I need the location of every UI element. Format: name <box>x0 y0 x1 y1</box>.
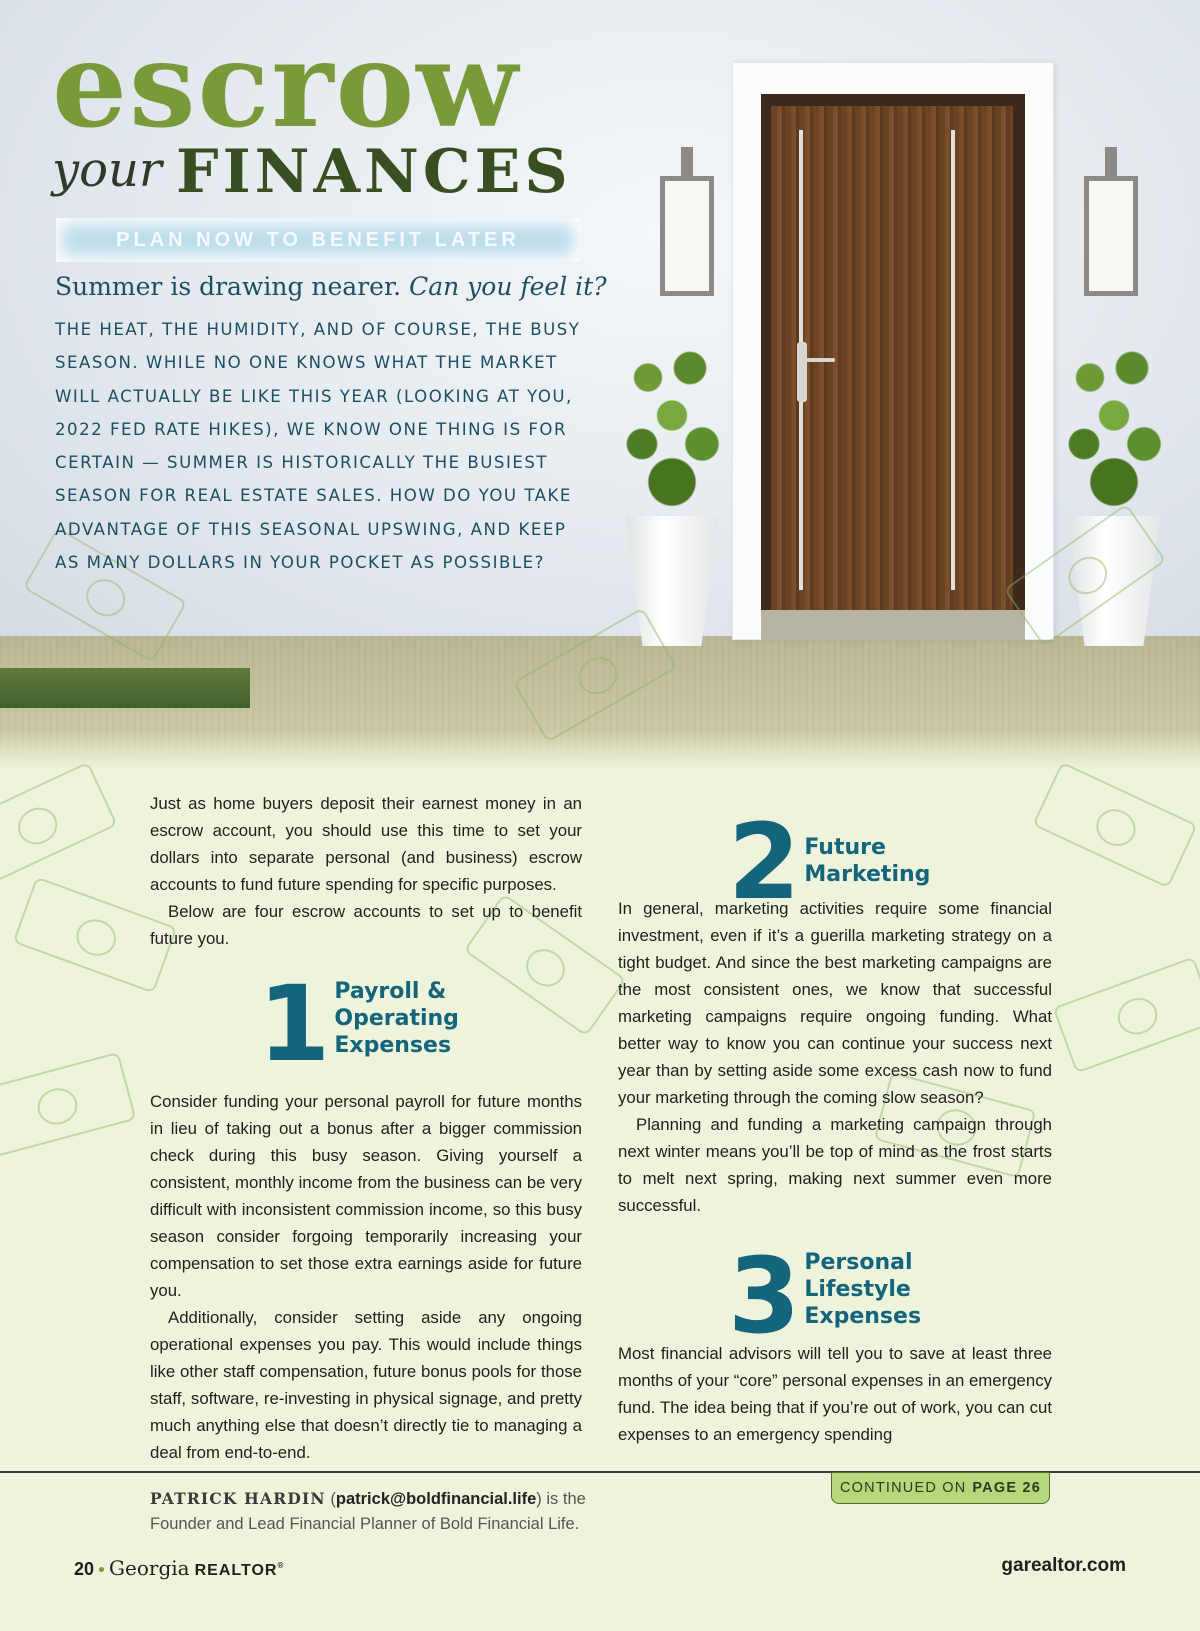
section-title-line: Future <box>804 835 886 860</box>
hero-fade <box>0 730 1200 770</box>
registered-mark: ® <box>277 1561 284 1570</box>
folio-dot <box>99 1567 104 1572</box>
intro-line: AS MANY DOLLARS IN YOUR POCKET AS POSSIBLE? <box>55 553 545 573</box>
continued-tab <box>831 1472 1050 1504</box>
intro-deck <box>55 313 595 579</box>
bio-line <box>150 1486 586 1512</box>
website-link[interactable]: garealtor.com <box>1001 1555 1126 1576</box>
intro-line: 2022 FED RATE HIKES), WE KNOW ONE THING IS FOR <box>55 419 568 439</box>
door-strip <box>951 130 955 590</box>
dollar-bill-icon <box>1053 956 1200 1073</box>
left-column <box>150 790 582 1466</box>
section-title-line: Operating <box>334 1006 459 1031</box>
title-your: your <box>52 142 162 198</box>
title-finances: FINANCES <box>176 137 572 207</box>
door-step <box>761 610 1025 640</box>
author-name: PATRICK HARDIN <box>150 1489 326 1508</box>
continued-label: CONTINUED ON <box>840 1480 967 1496</box>
section-title-line: Personal <box>804 1250 913 1275</box>
intro-line: SEASON FOR REAL ESTATE SALES. HOW DO YOU TAKE <box>55 486 572 506</box>
author-bio <box>150 1486 586 1537</box>
section-3-heading <box>728 1235 922 1357</box>
body-paragraph: Additionally, consider setting aside any ongoing operational expenses you pay. This would include things like other staff compensation, future bonus pools for those staff, software, re-investing in physical signage, and pretty much anything else that doesn’t directly tie to managing a deal from end-to-end. <box>150 1308 582 1462</box>
section-title-line: Payroll & <box>334 979 447 1004</box>
intro-line: CERTAIN — SUMMER IS HISTORICALLY THE BUSIEST <box>55 453 548 473</box>
plant-foliage <box>612 330 732 520</box>
section-title-line: Expenses <box>334 1033 452 1058</box>
section-title <box>334 978 459 1059</box>
section-title <box>804 1249 921 1330</box>
page-folio <box>74 1556 283 1580</box>
intro-line: SEASON. WHILE NO ONE KNOWS WHAT THE MARKET <box>55 353 558 373</box>
section-number: 2 <box>728 801 797 923</box>
bio-paren: ( <box>330 1490 336 1508</box>
bio-line-2: Founder and Lead Financial Planner of Bold Financial Life. <box>150 1515 580 1533</box>
bio-text: ) is the <box>536 1490 586 1508</box>
wall-lamp-left <box>660 176 714 296</box>
wooden-door <box>771 106 1013 610</box>
magazine-name: Georgia <box>109 1556 190 1580</box>
section-title-line: Lifestyle <box>804 1277 911 1302</box>
subtitle-ribbon <box>56 218 580 262</box>
plant-foliage <box>1054 330 1174 520</box>
magazine-brand: REALTOR <box>194 1562 278 1579</box>
body-paragraph: Most financial advisors will tell you to save at least three months of your “core” personal expenses in an emergency fund. The idea being that if you’re out of work, you can cut expenses to an emergency spending <box>618 1344 1052 1444</box>
section-title-line: Expenses <box>804 1304 922 1329</box>
lede-italic: Can you feel it? <box>409 272 607 301</box>
intro-line: THE HEAT, THE HUMIDITY, AND OF COURSE, THE BUSY <box>55 320 581 339</box>
dollar-bill-icon <box>0 762 118 889</box>
lede <box>55 272 607 301</box>
body-paragraph: Consider funding your personal payroll for future months in lieu of taking out a bonus after a bigger commission check during this busy season. Giving yourself a consistent, monthly income from the business can be very difficult with inconsistent commission income, so this busy season consider forgoing temporarily increasing your compensation to set those extra earnings aside for future you. <box>150 1092 582 1300</box>
section-number: 3 <box>728 1235 797 1357</box>
section-title <box>804 834 930 888</box>
wall-lamp-right <box>1084 176 1138 296</box>
section-title-line: Marketing <box>804 862 931 887</box>
title-escrow: escrow <box>52 15 520 154</box>
dollar-bill-icon <box>0 1052 137 1158</box>
body-paragraph: Just as home buyers deposit their earnest money in an escrow account, you should use this time to set your dollars into separate personal (and business) escrow accounts to fund future spending for specific purposes. <box>150 794 582 894</box>
section-1-heading <box>258 963 459 1085</box>
body-paragraph: Below are four escrow accounts to set up to benefit future you. <box>150 902 582 948</box>
author-email[interactable]: patrick@boldfinancial.life <box>335 1490 537 1508</box>
lede-text: Summer is drawing nearer. <box>55 272 410 301</box>
intro-line: ADVANTAGE OF THIS SEASONAL UPSWING, AND KEEP <box>55 519 567 539</box>
continued-page: PAGE 26 <box>972 1480 1041 1496</box>
ribbon-text: PLAN NOW TO BENEFIT LATER <box>116 228 520 251</box>
grass-strip <box>0 668 250 708</box>
body-paragraph: In general, marketing activities require some financial investment, even if it’s a guerilla marketing strategy on a tight budget. And since the best marketing campaigns are the most consistent ones, we know that successful marketing campaigns require ongoing funding. What better way to know you can continue your success next year than by setting aside some excess cash now to fund your marketing through the coming slow season? <box>618 899 1052 1107</box>
section-number: 1 <box>258 963 327 1085</box>
dollar-bill-icon <box>1032 762 1198 889</box>
page-number: 20 <box>74 1559 95 1579</box>
body-paragraph: Planning and funding a marketing campaign through next winter means you’ll be top of mind as the frost starts to melt next spring, making next summer even more successful. <box>618 1115 1052 1215</box>
intro-line: WILL ACTUALLY BE LIKE THIS YEAR (LOOKING AT YOU, <box>55 386 573 406</box>
right-column <box>618 895 1052 1219</box>
door-handle <box>797 342 807 402</box>
right-column-lower <box>618 1340 1052 1448</box>
